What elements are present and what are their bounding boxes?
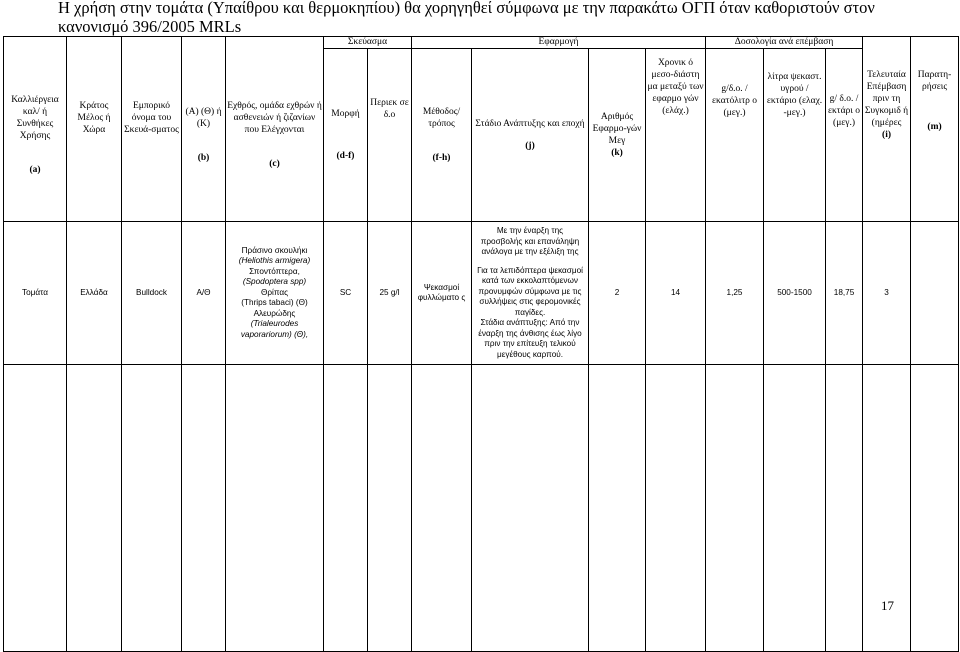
cell-method: Ψεκασμοί φυλλώματο ς: [412, 222, 472, 365]
cell-stage: [472, 222, 589, 365]
group-dosologia: Δοσολογία ανά επέμβαση: [706, 37, 863, 49]
cell-remarks: [911, 222, 959, 365]
cell-content: 25 g/l: [368, 222, 412, 365]
col-pest: [226, 49, 324, 222]
col-method-code: (f-h): [432, 153, 451, 163]
col-atk: [182, 49, 226, 222]
pest-line: Θρίπας: [260, 287, 289, 297]
cell-form: SC: [324, 222, 368, 365]
col-num-apps-code: (k): [611, 148, 623, 158]
document-title: Η χρήση στην τομάτα (Υπαίθρου και θερμοκηπίου) θα χορηγηθεί σύμφωνα με την παρακάτω ΟΓΠ όταν καθοριστούν στον κανονισμό 396/2005 MRLs: [58, 0, 875, 36]
col-pest-label: Εχθρός, ομάδα εχθρών ή ασθενειών ή ζιζανίων που Ελέγχονται: [227, 100, 322, 135]
col-num-apps-label: Αριθμός Εφαρμο-γών Μεγ: [592, 112, 642, 146]
table-row: [4, 222, 959, 365]
col-stage-code: (j): [525, 141, 535, 151]
col-product: [122, 49, 182, 222]
col-stage: [472, 49, 589, 222]
pest-line: Πράσινο σκουλήκι: [241, 245, 308, 255]
col-country-label: Κράτος Μέλος ή Χώρα: [77, 100, 111, 135]
pest-line: Σποντόπτερα,: [249, 266, 300, 276]
col-interval: [646, 49, 706, 222]
column-header-row: [4, 49, 959, 222]
col-num-apps: [589, 49, 646, 222]
col-form-label: Μορφή: [331, 109, 360, 119]
col-form-code: (d-f): [336, 151, 355, 161]
pest-line: vaporariorum) (Θ),: [240, 329, 309, 339]
col-remarks: [911, 49, 959, 222]
col-water-label: λίτρα ψεκαστ. υγρού / εκτάριο (ελαχ. -μεγ.): [766, 72, 823, 118]
col-phi: [863, 49, 911, 222]
col-g-ha-label: g/ δ.ο. /εκτάρι ο (μεγ.): [828, 94, 861, 128]
cell-g-hl: 1,25: [706, 222, 764, 365]
cell-g-ha: 18,75: [826, 222, 863, 365]
col-remarks-code: (m): [927, 121, 942, 132]
col-g-hl-label: g/δ.ο. / εκατόλιτρ ο (μεγ.): [712, 84, 757, 118]
stage-text-3: Στάδια ανάπτυξης: Από την έναρξη της άνθισης έως λίγο πριν την επίτευξη τελικού μεγέθους καρπού.: [478, 318, 582, 359]
col-crop: [4, 49, 67, 222]
col-pest-code: (c): [269, 158, 280, 169]
col-method: [412, 49, 472, 222]
col-phi-code: (i): [882, 129, 892, 140]
stage-text-1: Με την έναρξη της προσβολής και επανάληψη ανάλογα με την εξέλιξη της: [480, 226, 580, 256]
col-stage-label: Στάδιο Ανάπτυξης και εποχή: [475, 119, 585, 129]
col-g-hl: [706, 49, 764, 222]
col-water: [764, 49, 826, 222]
col-product-label: Εμπορικό όνομα του Σκευά-σματος: [124, 100, 179, 135]
pest-line: (Thrips tabaci) (Θ): [241, 298, 308, 308]
cell-pest: [226, 222, 324, 365]
col-phi-label: Τελευταία Επέμβαση πριν τη Συγκομιδ ή (ημέρες: [864, 69, 909, 128]
group-efarmogi: Εφαρμογή: [412, 37, 706, 49]
col-content-label: Περιεκ σε δ.ο: [370, 98, 409, 120]
col-interval-label: Χρονικ ό μεσο-διάστη μα μεταξύ των εφαρμο γών (ελάχ.): [647, 58, 704, 116]
gap-table: [3, 36, 959, 652]
cell-num-apps: 2: [589, 222, 646, 365]
cell-atk: Α/Θ: [182, 222, 226, 365]
col-country: [67, 49, 122, 222]
stage-text-2: Για τα λεπιδόπτερα ψεκασμοί κατά των εκκολαπτόμενων προνυμφών σύμφωνα με τις συλλήψεις στις φερομονικές παγίδες.: [477, 265, 583, 317]
pest-line: (Spodoptera spp): [242, 277, 307, 287]
cell-crop: Τομάτα: [4, 222, 67, 365]
group-header-row: [4, 37, 959, 49]
cell-interval: 14: [646, 222, 706, 365]
pest-line: (Heliothis armigera): [238, 256, 311, 266]
col-atk-label: (Α) (Θ) ή (Κ): [185, 106, 222, 129]
cell-phi: 3: [863, 222, 911, 365]
col-crop-code: (a): [29, 164, 41, 175]
col-content: [368, 49, 412, 222]
cell-water: 500-1500: [764, 222, 826, 365]
page-number: 17: [881, 598, 894, 613]
col-g-ha: [826, 49, 863, 222]
col-form: [324, 49, 368, 222]
pest-line: (Trialeurodes: [250, 319, 299, 329]
table-row: [4, 365, 959, 652]
group-skeuasma: Σκεύασμα: [324, 37, 412, 49]
col-atk-code: (b): [197, 152, 210, 163]
col-remarks-label: Παρατη-ρήσεις: [917, 69, 952, 92]
col-method-label: Μέθοδος/ τρόπος: [422, 107, 461, 129]
pest-line: Αλευρώδης: [253, 308, 296, 318]
cell-country: Ελλάδα: [67, 222, 122, 365]
cell-product: Bulldock: [122, 222, 182, 365]
col-crop-label: Καλλιέργεια καλ/ ή Συνθήκες Χρήσης: [11, 94, 59, 141]
